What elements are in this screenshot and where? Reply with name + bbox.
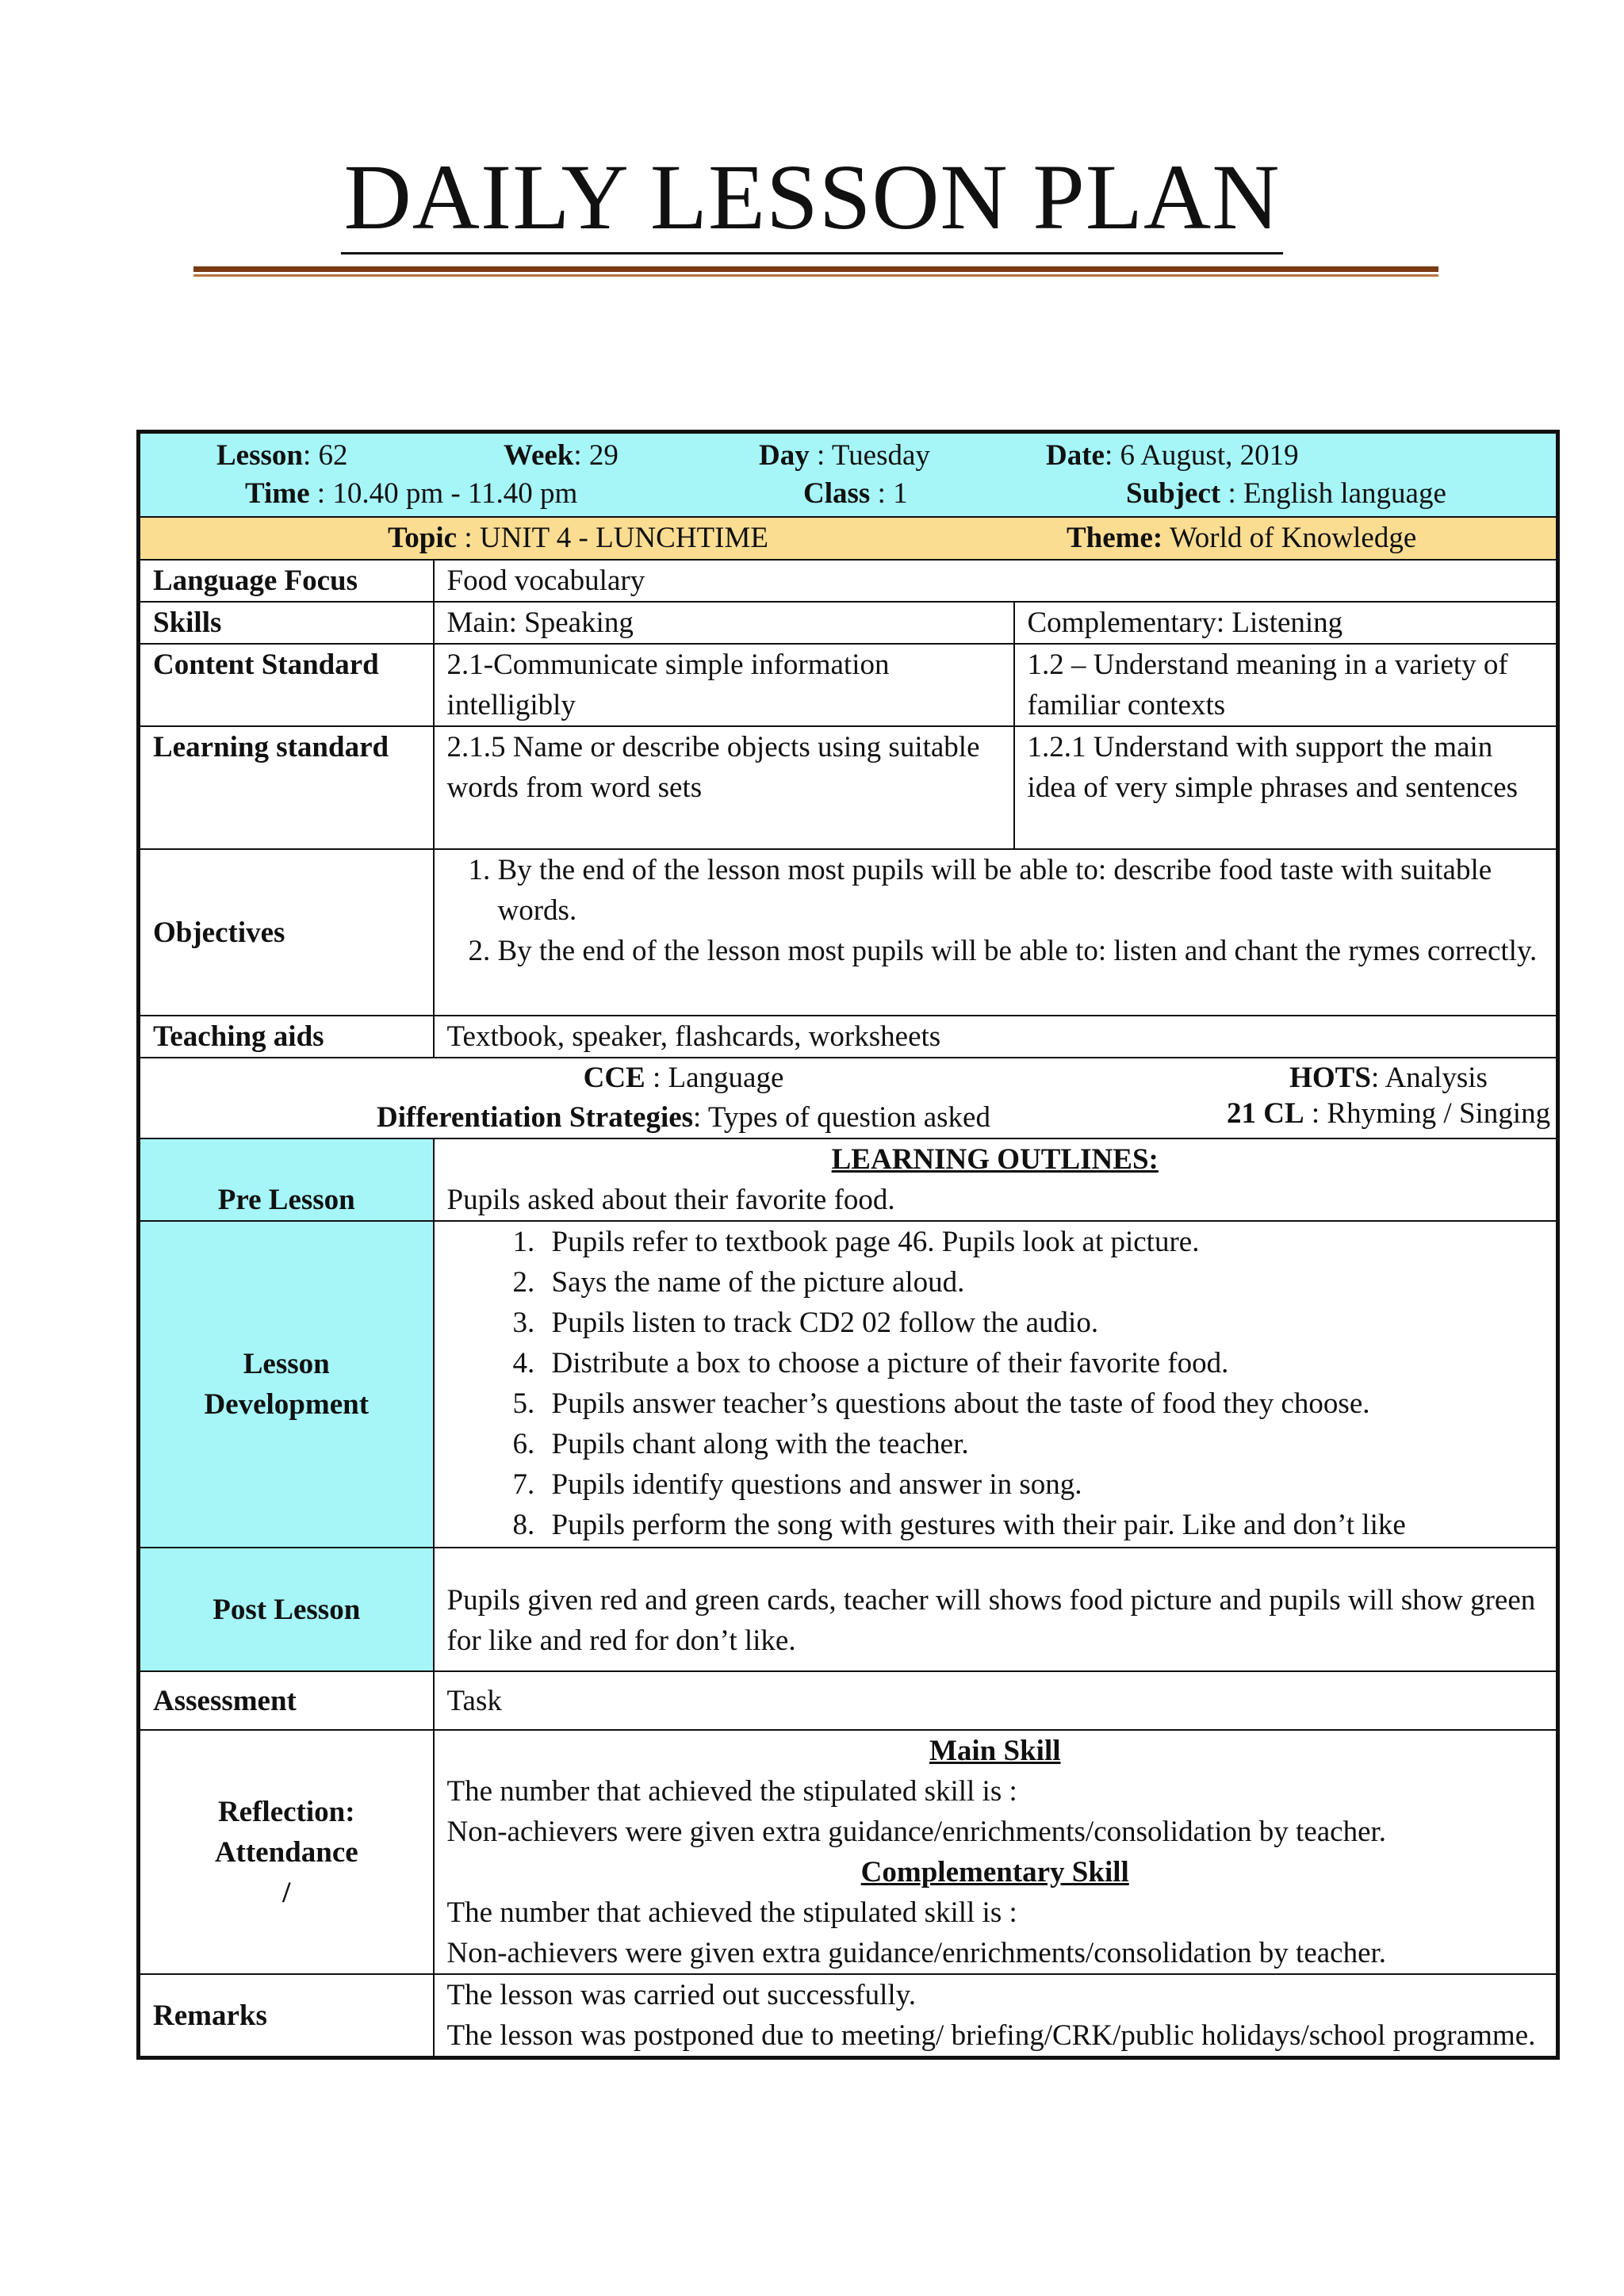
title-divider — [193, 266, 1438, 272]
lesson-plan-table — [136, 430, 1560, 2060]
lesson-steps — [447, 1222, 1544, 1545]
post-lesson-value: Pupils given red and green cards, teacher will shows food picture and pupils will show green for like and red for don’t like. — [434, 1548, 1558, 1671]
header-row — [139, 432, 1558, 518]
learning-outlines-heading: LEARNING OUTLINES: — [831, 1143, 1159, 1176]
complementary-skill-heading: Complementary Skill — [860, 1856, 1129, 1888]
pre-lesson-cell — [434, 1138, 1558, 1221]
cce: CCE : Language — [583, 1062, 784, 1094]
lesson-time: Time : 10.40 pm - 11.40 pm — [245, 477, 578, 510]
topic-row — [139, 517, 1558, 560]
reflection-row — [139, 1730, 1558, 1974]
21cl: 21 CL : Rhyming / Singing — [1227, 1097, 1551, 1130]
pre-lesson-value: Pupils asked about their favorite food. — [446, 1184, 895, 1216]
language-focus-value: Food vocabulary — [434, 560, 1558, 602]
lesson-subject: Subject : English language — [1126, 477, 1446, 510]
main-content-standard: 2.1-Communicate simple information intelligibly — [434, 644, 1014, 726]
reflection-line: Non-achievers were given extra guidance/enrichments/consolidation by teacher. — [446, 1937, 1387, 1969]
row-label: Language Focus — [139, 560, 434, 602]
objectives-list-cell — [434, 849, 1558, 1016]
lesson-step: 1. Pupils refer to textbook page 46. Pupils look at picture. — [542, 1222, 1544, 1262]
lesson-step: 3. Pupils listen to track CD2 02 follow the audio. — [542, 1303, 1544, 1343]
row-label: Skills — [139, 602, 434, 644]
teaching-aids-row — [139, 1016, 1558, 1058]
teaching-aids-value: Textbook, speaker, flashcards, worksheets — [434, 1016, 1558, 1058]
reflection-cell — [434, 1730, 1558, 1974]
lesson-step: 6. Pupils chant along with the teacher. — [542, 1424, 1544, 1464]
skills-row — [139, 602, 1558, 644]
complementary-content-standard: 1.2 – Understand meaning in a variety of familiar contexts — [1014, 644, 1558, 726]
objective-item: 1. By the end of the lesson most pupils will be able to: describe food taste with suitable words. — [498, 850, 1544, 931]
learning-standard-row — [139, 726, 1558, 849]
lesson-development-row — [139, 1221, 1558, 1548]
title-divider-thin — [193, 274, 1438, 277]
lesson-step: 5. Pupils answer teacher’s questions about the taste of food they choose. — [542, 1383, 1544, 1424]
remarks-line: The lesson was postponed due to meeting/ briefing/CRK/public holidays/school programme. — [446, 2019, 1536, 2052]
lesson-step: 2. Says the name of the picture aloud. — [542, 1262, 1544, 1303]
row-label: Reflection: Attendance / — [139, 1730, 434, 1974]
objectives-row — [139, 849, 1558, 1016]
post-lesson-row — [139, 1548, 1558, 1671]
lesson-step: 7. Pupils identify questions and answer in song. — [542, 1464, 1544, 1505]
remarks-cell — [434, 1974, 1558, 2058]
content-standard-row — [139, 644, 1558, 726]
main-skill-heading: Main Skill — [929, 1735, 1061, 1767]
row-label: Teaching aids — [139, 1016, 434, 1058]
objective-item: 2. By the end of the lesson most pupils will be able to: listen and chant the rymes correctly. — [498, 931, 1544, 971]
reflection-line: The number that achieved the stipulated skill is : — [446, 1896, 1017, 1929]
row-label: Learning standard — [139, 726, 434, 849]
lesson-date: Date: 6 August, 2019 — [1046, 439, 1299, 472]
main-learning-standard: 2.1.5 Name or describe objects using suitable words from word sets — [434, 726, 1014, 849]
complementary-learning-standard: 1.2.1 Understand with support the main idea of very simple phrases and sentences — [1014, 726, 1558, 849]
main-skill-value: Main: Speaking — [434, 602, 1014, 644]
page-title: DAILY LESSON PLAN — [0, 151, 1624, 244]
remarks-row — [139, 1974, 1558, 2058]
pre-lesson-row — [139, 1138, 1558, 1221]
lesson-step: 8. Pupils perform the song with gestures with their pair. Like and don’t like — [542, 1505, 1544, 1545]
lesson-day: Day : Tuesday — [759, 439, 930, 472]
objectives-list — [447, 850, 1544, 971]
row-label: Assessment — [139, 1671, 434, 1730]
lesson-number: Lesson: 62 — [216, 439, 348, 472]
remarks-line: The lesson was carried out successfully. — [446, 1979, 916, 2011]
differentiation-strategies: Differentiation Strategies: Types of question asked — [377, 1101, 990, 1134]
row-label: Lesson Development — [139, 1221, 434, 1548]
assessment-row — [139, 1671, 1558, 1730]
topic: Topic : UNIT 4 - LUNCHTIME — [388, 522, 768, 554]
row-label: Post Lesson — [139, 1548, 434, 1671]
language-focus-row — [139, 560, 1558, 602]
row-label: Pre Lesson — [139, 1138, 434, 1221]
cce-row — [139, 1058, 1558, 1138]
reflection-line: Non-achievers were given extra guidance/enrichments/consolidation by teacher. — [446, 1816, 1387, 1848]
row-label: Objectives — [139, 849, 434, 1016]
reflection-line: The number that achieved the stipulated skill is : — [446, 1775, 1017, 1808]
assessment-value: Task — [434, 1671, 1558, 1730]
theme: Theme: World of Knowledge — [1067, 522, 1417, 554]
lesson-development-cell — [434, 1221, 1558, 1548]
week-number: Week: 29 — [504, 439, 619, 472]
row-label: Content Standard — [139, 644, 434, 726]
row-label: Remarks — [139, 1974, 434, 2058]
lesson-step: 4. Distribute a box to choose a picture of their favorite food. — [542, 1343, 1544, 1383]
lesson-class: Class : 1 — [803, 477, 908, 510]
complementary-skill-value: Complementary: Listening — [1014, 602, 1558, 644]
hots: HOTS: Analysis — [1289, 1062, 1488, 1094]
